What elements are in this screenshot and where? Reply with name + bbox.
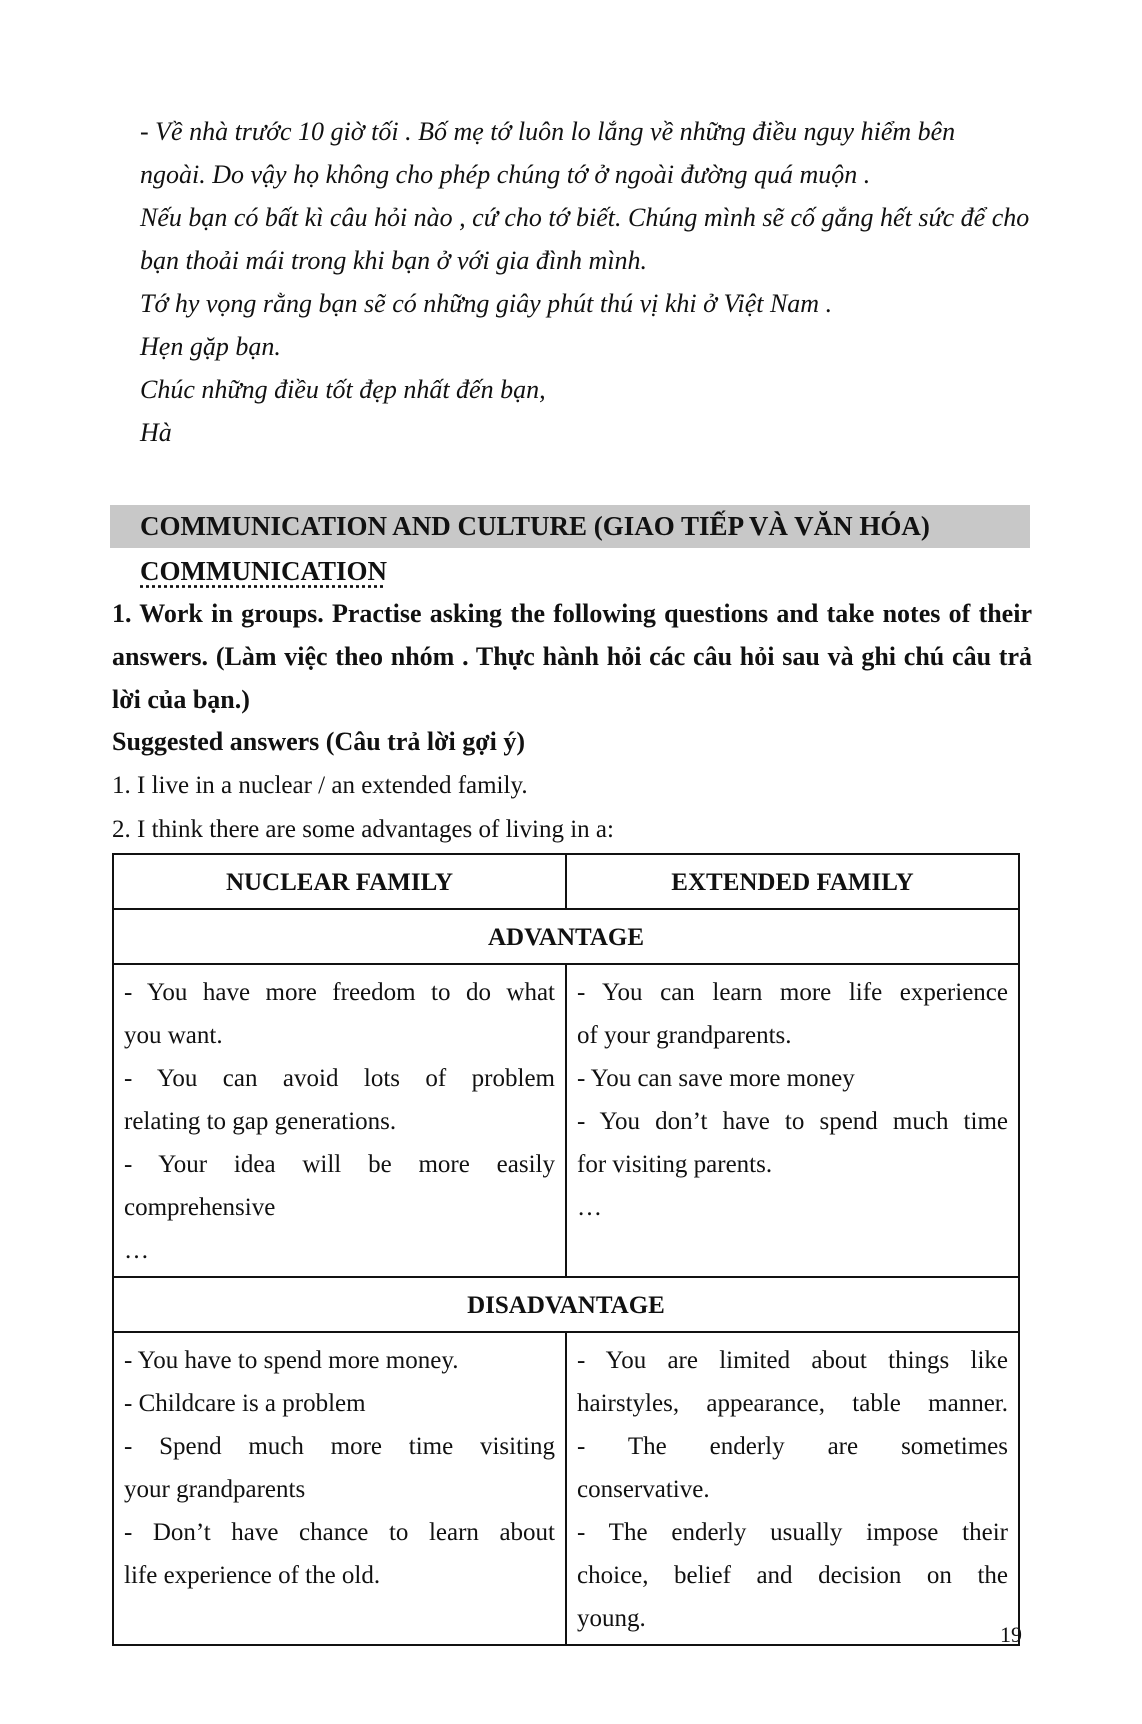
table-cell-line: - You have to spend more money. (124, 1347, 459, 1374)
adv-nuclear-cell (113, 964, 566, 1277)
table-header-row (113, 854, 1019, 909)
table-cell-line: - You can learn more life experience (577, 979, 1008, 1006)
family-comparison-table (112, 853, 1020, 1646)
advantage-label: ADVANTAGE (113, 909, 1019, 964)
table-cell-line: - You can save more money (577, 1065, 855, 1092)
letter-line: Chúc những điều tốt đẹp nhất đến bạn, (140, 375, 546, 404)
table-cell-line: for visiting parents. (577, 1151, 773, 1178)
table-cell-line: your grandparents (124, 1476, 306, 1503)
table-cell-line: … (124, 1237, 149, 1264)
section-subtitle: COMMUNICATION (140, 556, 387, 586)
table-cell-line: - You have more freedom to do what (124, 979, 555, 1006)
letter-line: bạn thoải mái trong khi bạn ở với gia đình mình. (140, 246, 648, 275)
table-cell-line: life experience of the old. (124, 1562, 381, 1589)
col-header-nuclear: NUCLEAR FAMILY (113, 854, 566, 909)
table-cell-line: choice, belief and decision on the (577, 1562, 1008, 1589)
table-cell-line: hairstyles, appearance, table manner. (577, 1390, 1008, 1417)
dis-nuclear-cell (113, 1332, 566, 1645)
page-number: 19 (1000, 1622, 1022, 1647)
section-title: COMMUNICATION AND CULTURE (GIAO TIẾP VÀ VĂN HÓA) (140, 511, 930, 541)
table-cell-line: - Childcare is a problem (124, 1390, 366, 1417)
disadvantage-row (113, 1277, 1019, 1332)
task-instruction: 1. Work in groups. Practise asking the following questions and take notes of their answers. (Làm việc theo nhóm . Thực hành hỏi các câu hỏi sau và ghi chú câu trả lời của bạn.) (112, 599, 1032, 714)
letter-signature: Hà (140, 418, 172, 447)
answer-1: 1. I live in a nuclear / an extended family. (112, 772, 528, 799)
table-cell-line: - The enderly are sometimes (577, 1433, 1008, 1460)
table-cell-line: - You are limited about things like (577, 1347, 1008, 1374)
disadvantage-content-row (113, 1332, 1019, 1645)
table-cell-line: of your grandparents. (577, 1022, 792, 1049)
answer-2: 2. I think there are some advantages of living in a: (112, 816, 614, 843)
table-cell-line: - Don’t have chance to learn about (124, 1519, 555, 1546)
table-cell-line: conservative. (577, 1476, 710, 1503)
table-cell-line: relating to gap generations. (124, 1108, 397, 1135)
table-cell-line: you want. (124, 1022, 223, 1049)
table-cell-line: - You don’t have to spend much time (577, 1108, 1008, 1135)
adv-extended-cell (566, 964, 1019, 1277)
letter-line: Nếu bạn có bất kì câu hỏi nào , cứ cho tớ biết. Chúng mình sẽ cố gắng hết sức để cho (140, 203, 1030, 232)
table-cell-line: young. (577, 1605, 646, 1632)
letter-line: ngoài. Do vậy họ không cho phép chúng tớ ở ngoài đường quá muộn . (140, 160, 871, 189)
table-cell-line: - Your idea will be more easily (124, 1151, 555, 1178)
disadvantage-label: DISADVANTAGE (113, 1277, 1019, 1332)
advantage-content-row (113, 964, 1019, 1277)
letter-line: - Về nhà trước 10 giờ tối . Bố mẹ tớ luôn lo lắng về những điều nguy hiểm bên (140, 117, 956, 146)
table-cell-line: - Spend much more time visiting (124, 1433, 555, 1460)
dis-extended-cell (566, 1332, 1019, 1645)
letter-body (140, 110, 1040, 454)
table-cell-line: - The enderly usually impose their (577, 1519, 1008, 1546)
table-cell-line: … (577, 1194, 602, 1221)
table-cell-line: - You can avoid lots of problem (124, 1065, 555, 1092)
col-header-extended: EXTENDED FAMILY (566, 854, 1019, 909)
table-cell-line: comprehensive (124, 1194, 276, 1221)
advantage-row (113, 909, 1019, 964)
suggested-answers-heading: Suggested answers (Câu trả lời gợi ý) (112, 727, 526, 756)
letter-line: Tớ hy vọng rằng bạn sẽ có những giây phút thú vị khi ở Việt Nam . (140, 289, 833, 318)
letter-line: Hẹn gặp bạn. (140, 332, 281, 361)
